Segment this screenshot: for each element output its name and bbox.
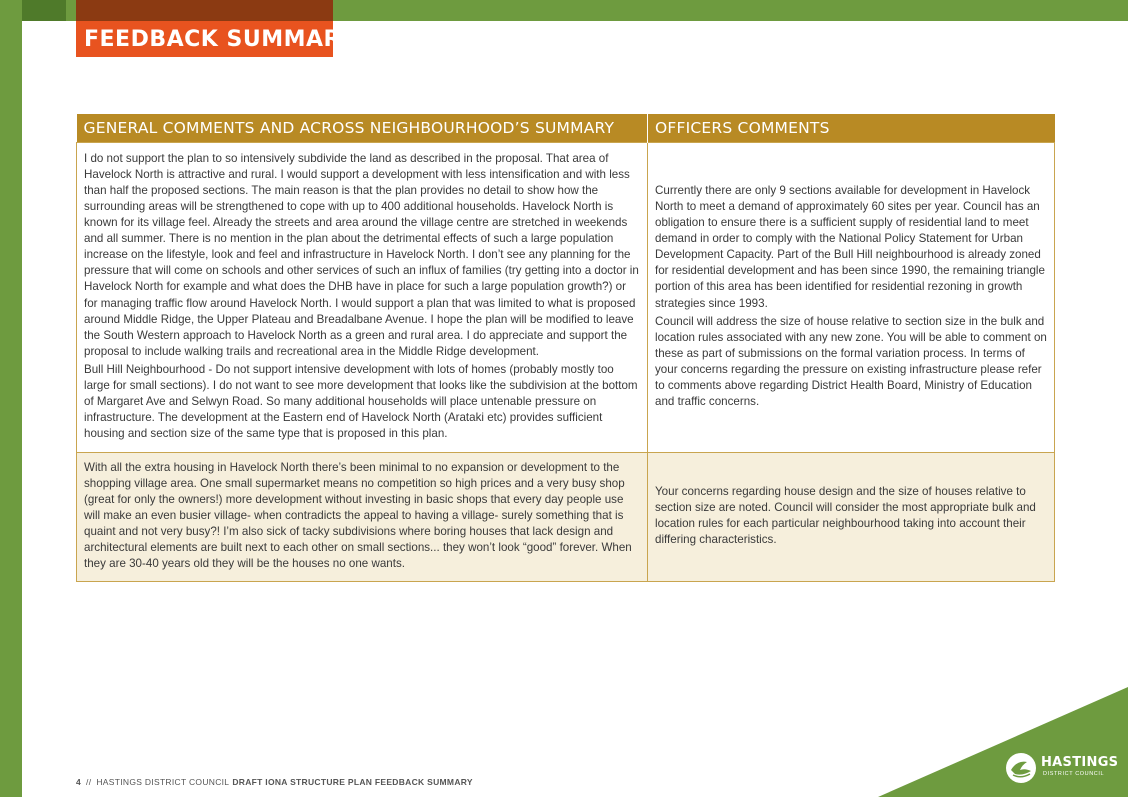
comment-paragraph: Your concerns regarding house design and the size of houses relative to section size are noted. Council will consider the most appropriate bulk and location rules for each particular neighbourhood taking into account their differing characteristics.	[655, 484, 1036, 547]
logo-name: HASTINGS	[1041, 755, 1119, 770]
officer-comment-cell	[648, 453, 1055, 582]
comment-paragraph: Council will address the size of house relative to section size in the bulk and location rules associated with any new zone. You will be able to comment on these as part of submissions on the formal variation process. In terms of your concerns regarding the pressure on existing infrastructure please refer to comments above regarding District Health Board, Ministry of Education and traffic concerns.	[655, 314, 1047, 409]
title-banner	[76, 0, 357, 57]
feedback-table	[76, 114, 1055, 582]
hastings-logo	[1005, 752, 1121, 784]
comment-paragraph: With all the extra housing in Havelock North there’s been minimal to no expansion or development to the shopping village area. One small supermarket means no competition so high prices and a very busy shop (great for only the owners!) more development without investing in basic shops that every day people use will make an even busier village- when contradicts the appeal to having a village- surely something that is quaint and not very busy?! I’m also sick of tacky subdivisions where boring houses that lack design and architectural elements are built next to each other on small sections... they won’t look “good” forever. When they are 30-40 years old they will be the houses no one wants.	[84, 460, 632, 571]
left-accent-bar	[0, 0, 22, 797]
table-row	[77, 453, 1055, 582]
page-number: 4	[76, 777, 82, 787]
footer-org: HASTINGS DISTRICT COUNCIL	[96, 777, 230, 787]
page-footer	[76, 777, 473, 787]
officer-comment-cell	[648, 143, 1055, 453]
comment-paragraph: Currently there are only 9 sections available for development in Havelock North to meet a demand of approximately 60 sites per year. Council has an obligation to ensure there is a sufficient supply of residential land to meet demand in order to comply with the National Policy Statement for Urban Development Capacity. Part of the Bull Hill neighbourhood is already zoned for residential development and has been since 1990, the remaining triangle portion of this area has been identified for residential rezoning in growth strategies since 1993.	[655, 183, 1045, 310]
header-officers-comments: OFFICERS COMMENTS	[648, 114, 1055, 143]
comment-paragraph: I do not support the plan to so intensively subdivide the land as described in the proposal. That area of Havelock North is attractive and rural. I would support a development with less intensification and with less than half the proposed sections. The main reason is that the plan provides no detail to show how the surrounding areas will be strengthened to cope with up to 400 additional households. Havelock North is known for its village feel. Already the streets and area around the village centre are stretched in weekends and all summer. There is no mention in the plan about the detrimental effects of such a large population increase on the lifestyle, look and feel and infrastructure in Havelock North. I don’t see any planning for the pressure that will come on schools and other services of such an influx of families (try getting into a doctor in Havelock North for example and what does the DHB have in place for such a large population growth?) or for managing traffic flow around Havelock North. I would support a plan that was limited to what is proposed around Middle Ridge, the Upper Plateau and Breadalbane Avenue. I hope the plan will be modified to leave the South Western approach to Havelock North as a green and rural area. I do appreciate and support the proposal to include walking trails and recreational area in the Middle Ridge development.	[84, 151, 639, 358]
general-comment-cell	[77, 453, 648, 582]
table-header-row	[77, 114, 1055, 143]
hastings-logo-icon	[1005, 752, 1037, 784]
footer-separator: //	[86, 777, 92, 787]
logo-subtitle: DISTRICT COUNCIL	[1043, 771, 1105, 777]
comment-paragraph: Bull Hill Neighbourhood - Do not support intensive development with lots of homes (probably mostly too large for small sections). I do not want to see more development that looks like the subdivision at the bottom of Margaret Ave and Selwyn Road. So many additional households will place untenable pressure on infrastructure. The development at the Eastern end of Havelock North (Arataki etc) provides sufficient housing and section size of the same type that is proposed in this plan.	[84, 362, 638, 441]
table-row	[77, 143, 1055, 453]
footer-doc-title: DRAFT IONA STRUCTURE PLAN FEEDBACK SUMMARY	[232, 777, 473, 787]
top-accent-bar-dark	[22, 0, 66, 21]
page-title: FEEDBACK SUMMARY	[84, 27, 357, 52]
general-comment-cell	[77, 143, 648, 453]
header-general-comments: GENERAL COMMENTS AND ACROSS NEIGHBOURHOOD’S SUMMARY	[77, 114, 648, 143]
